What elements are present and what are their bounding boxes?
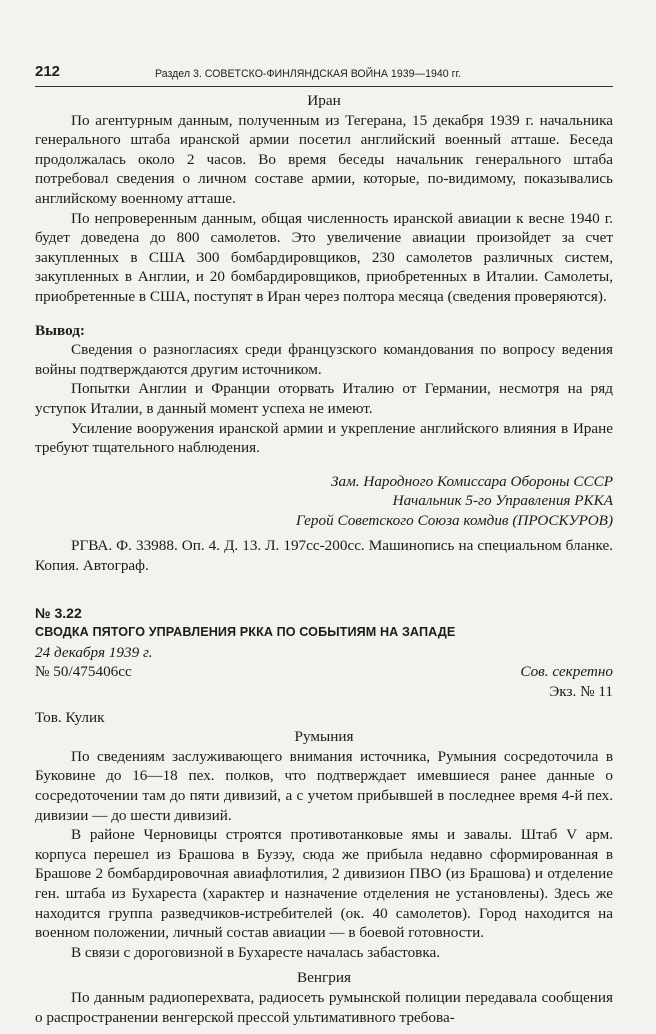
paragraph: По данным радиоперехвата, радиосеть румынской полиции передавала сообщения о распространении венгерской прессой ультимативного требова- — [35, 988, 613, 1026]
registration-number: № 50/475406сс — [35, 663, 132, 681]
heading-hungary: Венгрия — [297, 969, 351, 987]
paragraph: В районе Черновицы строятся противотанковые ямы и завалы. Штаб V арм. корпуса перешел из Брашова в Бузэу, сюда же прибыла недавно сформированная в Брашове 2 бомбардировочная авиафлотилия, 2 дивизион ПВО (из Брашова) и отделение ген. штаба из Бухареста (характер и назначение отделения не установлены). Здесь же находится группа разведчиков-истребителей (ок. 40 самолетов). Город находится на военном положении, личный состав авиации — в боевой готовности. — [35, 826, 613, 942]
document-title: СВОДКА ПЯТОГО УПРАВЛЕНИЯ РККА ПО СОБЫТИЯМ НА ЗАПАДЕ — [35, 625, 456, 640]
conclusion-label: Вывод: — [35, 321, 85, 339]
signature-line: Зам. Народного Комиссара Обороны СССР — [330, 472, 613, 490]
signature-line: Герой Советского Союза комдив (ПРОСКУРОВ) — [295, 511, 613, 529]
paragraph: В связи с дороговизной в Бухаресте началась забастовка. — [71, 943, 441, 961]
paragraph: Сведения о разногласиях среди французского командования по вопросу ведения войны подтверждаются другим источником. — [35, 341, 613, 378]
document-page — [35, 62, 613, 1027]
page-number: 212 — [35, 63, 61, 80]
classification: Сов. секретно — [520, 663, 613, 681]
archive-reference: РГВА. Ф. 33988. Оп. 4. Д. 13. Л. 197сс-200сс. Машинопись на специальном бланке. Копия. Автограф. — [35, 537, 613, 575]
running-header — [35, 62, 613, 87]
addressee: Тов. Кулик — [35, 708, 105, 726]
copy-row — [35, 682, 613, 702]
paragraph: Усиление вооружения иранской армии и укрепление английского влияния в Иране требуют тщательного наблюдения. — [35, 419, 613, 457]
heading-iran: Иран — [307, 92, 341, 109]
signature-line: Начальник 5-го Управления РККА — [392, 492, 613, 510]
paragraph: По непроверенным данным, общая численность иранской авиации к весне 1940 г. будет доведена до 800 самолетов. Это увеличение авиации произойдет за счет закупленных в США 300 бомбардировщиков, 230 самолетов различных систем, закупленных в Англии, и 20 бомбардировщиков, приобретенных в Италии. Самолеты, приобретенные в США, поступят в Иран через полтора месяца (сведения проверяются). — [35, 209, 613, 305]
paragraph: По сведениям заслуживающего внимания источника, Румыния сосредоточила в Буковине до 16—18 пех. полков, что подтверждает имевшиеся ранее данные о сосредоточении там до пяти дивизий, а с учетом прибывшей в последнее время 4-й пех. дивизии — до шести дивизий. — [35, 747, 613, 824]
signature-block — [35, 472, 613, 531]
document-date: 24 декабря 1939 г. — [35, 643, 153, 661]
heading-romania: Румыния — [294, 728, 354, 746]
paragraph: Попытки Англии и Франции оторвать Италию от Германии, несмотря на ряд уступок Италии, в данный момент успеха не имеют. — [35, 380, 613, 417]
registration-row — [35, 662, 613, 682]
paragraph: По агентурным данным, полученным из Тегерана, 15 декабря 1939 г. начальника генерального штаба иранской армии посетил английский военный атташе. Беседа продолжалась около 2 часов. Во время беседы начальник генерального штаба потребовал сведения о личном составе армии, которые, по-видимому, показывались английскому военному атташе. — [35, 111, 613, 207]
document-number: № 3.22 — [35, 604, 82, 621]
copy-number: Экз. № 11 — [549, 683, 613, 701]
section-title: Раздел 3. СОВЕТСКО-ФИНЛЯНДСКАЯ ВОЙНА 1939—1940 гг. — [155, 68, 461, 80]
